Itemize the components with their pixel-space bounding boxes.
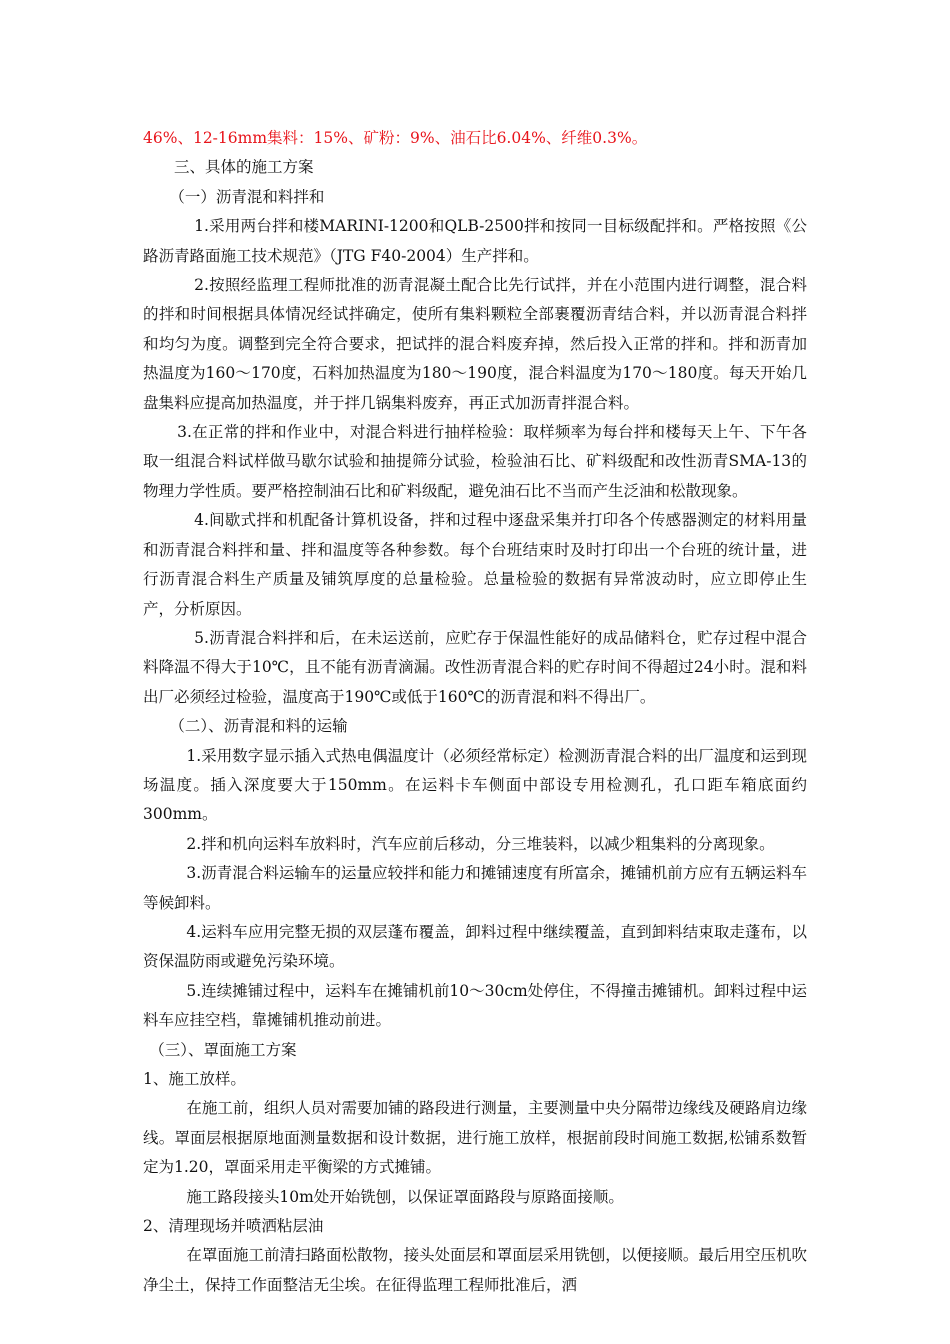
transport-item-4: 4.运料车应用完整无损的双层蓬布覆盖，卸料过程中继续覆盖，直到卸料结束取走蓬布，以资保温防雨或避免污染环境。 [143,922,807,971]
mixing-item-5: 5.沥青混合料拌和后，在未运送前，应贮存于保温性能好的成品储料仓，贮存过程中混合料降温不得大于10℃，且不能有沥青滴漏。改性沥青混合料的贮存时间不得超过24小时。混和料出厂必须经过检验，温度高于190℃或低于160℃的沥青混和料不得出厂。 [143,628,807,706]
transport-item-5: 5.连续摊铺过程中，运料车在摊铺机前10～30cm处停住，不得撞击摊铺机。卸料过程中运料车应挂空档，靠摊铺机推动前进。 [143,981,807,1030]
subsection-heading-overlay: （三）、罩面施工方案 [149,1040,297,1059]
overlay-step-2-body: 在罩面施工前清扫路面松散物，接头处面层和罩面层采用铣刨，以便接顺。最后用空压机吹净尘土，保持工作面整洁无尘埃。在征得监理工程师批准后，洒 [143,1246,807,1294]
subsection-heading-transport: （二）、沥青混和料的运输 [169,717,348,736]
document-body [143,124,807,1300]
overlay-step-1-heading: 1、施工放样。 [143,1070,246,1088]
transport-item-2: 2.拌和机向运料车放料时，汽车应前后移动，分三堆装料，以减少粗集料的分离现象。 [186,834,775,853]
subsection-heading-mixing: （一）沥青混和料拌和 [169,187,325,206]
transport-item-3: 3.沥青混合料运输车的运量应较拌和能力和摊铺速度有所富余，摊铺机前方应有五辆运料车等候卸料。 [143,864,807,912]
section-heading-construction-plan: 三、具体的施工方案 [174,158,314,177]
overlay-step-1-note: 施工路段接头10m处开始铣刨，以保证罩面路段与原路面接顺。 [186,1187,624,1206]
mixing-item-1: 1.采用两台拌和楼MARINI-1200和QLB-2500拌和按同一目标级配拌和。严格按照《公路沥青路面施工技术规范》（JTG F40-2004）生产拌和。 [143,217,807,265]
mixing-item-3: 3.在正常的拌和作业中，对混合料进行抽样检验：取样频率为每台拌和楼每天上午、下午各取一组混合料试样做马歇尔试验和抽提筛分试验，检验油石比、矿料级配和改性沥青SMA-13的物理力学性质。要严格控制油石比和矿料级配，避免油石比不当而产生泛油和松散现象。 [143,423,807,500]
transport-item-1: 1.采用数字显示插入式热电偶温度计（必须经常标定）检测沥青混合料的出厂温度和运到现场温度。插入深度要大于150mm。在运料卡车侧面中部设专用检测孔，孔口距车箱底面约300mm。 [143,746,807,824]
overlay-step-2-heading: 2、清理现场并喷洒粘层油 [143,1217,324,1236]
mix-ratio-line: 46%、12-16mm集料：15%、矿粉：9%、油石比6.04%、纤维0.3%。 [143,129,648,147]
mixing-item-4: 4.间歇式拌和机配备计算机设备，拌和过程中逐盘采集并打印各个传感器测定的材料用量和沥青混合料拌和量、拌和温度等各种参数。每个台班结束时及时打印出一个台班的统计量，进行沥青混合料生产质量及铺筑厚度的总量检验。总量检验的数据有异常波动时，应立即停止生产，分析原因。 [143,511,807,618]
mixing-item-2: 2.按照经监理工程师批准的沥青混凝土配合比先行试拌，并在小范围内进行调整，混合料的拌和时间根据具体情况经试拌确定，使所有集料颗粒全部裹覆沥青结合料，并以沥青混合料拌和均匀为度。调整到完全符合要求，把试拌的混合料废弃掉，然后投入正常的拌和。拌和沥青加热温度为160～170度，石料加热温度为180～190度，混合料温度为170～180度。每天开始几盘集料应提高加热温度，并于拌几锅集料废弃，再正式加沥青拌混合料。 [143,276,807,412]
overlay-step-1-body: 在施工前，组织人员对需要加铺的路段进行测量，主要测量中央分隔带边缘线及硬路肩边缘线。罩面层根据原地面测量数据和设计数据，进行施工放样，根据前段时间施工数据,松铺系数暂定为1.20，罩面采用走平衡梁的方式摊铺。 [143,1099,807,1177]
